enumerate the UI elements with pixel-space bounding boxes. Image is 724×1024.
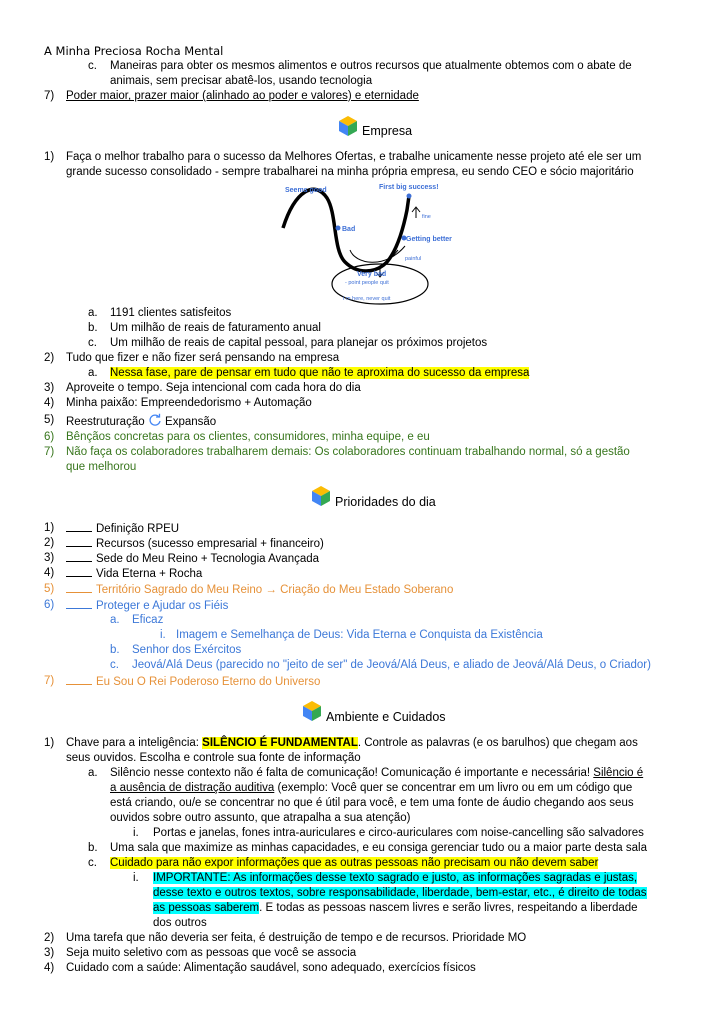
prio-6c-text: Jeová/Alá Deus (parecido no "jeito de ser" de Jeová/Alá Deus, e aliado de Jeová/Alá Deus, o Criador)	[132, 659, 651, 671]
label-fine: fine	[422, 214, 431, 220]
empresa-b-marker: b.	[88, 322, 98, 334]
label-im-here: I m here, never quit	[343, 296, 391, 302]
success-curve-diagram	[275, 180, 475, 308]
prio-1-text: Definição RPEU	[96, 523, 180, 535]
empresa-7-line2: que melhorou	[66, 461, 137, 473]
prio-6c-marker: c.	[110, 659, 119, 671]
amb-ci-line2: desse texto e outros textos, sobre responsabilidade, liberdade, bem-estar, etc., é direito de todas	[153, 887, 647, 899]
cube-logo-icon	[338, 115, 358, 137]
prio-3-text: Sede do Meu Reino + Tecnologia Avançada	[96, 553, 320, 565]
amb-4-marker: 4)	[44, 962, 55, 974]
amb-2-marker: 2)	[44, 932, 55, 944]
amb-b-text: Uma sala que maximize as minhas capacidades, e eu consiga gerenciar tudo ou a maior parte desta sala	[110, 842, 647, 854]
empresa-2a-marker: a.	[88, 367, 98, 379]
prio-2-marker: 2)	[44, 537, 55, 549]
prio-6a-marker: a.	[110, 614, 120, 626]
amb-2-text: Uma tarefa que não deveria ser feita, é destruição de tempo e de recursos. Prioridade MO	[66, 932, 527, 944]
top-item7-marker: 7)	[44, 90, 55, 102]
amb-c-marker: c.	[88, 857, 97, 869]
ambiente-heading: Ambiente e Cuidados	[326, 710, 446, 724]
label-painful: painful	[405, 256, 422, 262]
doc-title: A Minha Preciosa Rocha Mental	[44, 44, 224, 58]
amb-a-line3: está criando, ou/e se concentrar no que é útil para você, e tem uma fonte de áudio chegando aos seus	[110, 797, 634, 809]
empresa-5-text-b: Expansão	[165, 416, 217, 428]
prio-6-text: Proteger e Ajudar os Fiéis	[96, 600, 229, 612]
empresa-6-marker: 6)	[44, 431, 55, 443]
amb-a-line1-pre: Silêncio nesse contexto não é falta de comunicação! Comunicação é importante e necessária!	[110, 767, 594, 779]
empresa-c-text: Um milhão de reais de capital pessoal, para planejar os próximos projetos	[110, 337, 488, 349]
empresa-3-text: Aproveite o tempo. Seja intencional com cada hora do dia	[66, 382, 361, 394]
amb-a-line2-u: a ausência de distração auditiva	[110, 782, 275, 794]
label-seems-good: Seems good	[285, 187, 327, 194]
prio-6-marker: 6)	[44, 599, 55, 611]
prio-7-text: Eu Sou O Rei Poderoso Eterno do Universo	[96, 676, 321, 688]
amb-4-text: Cuidado com a saúde: Alimentação saudável, sono adequado, exercícios físicos	[66, 962, 476, 974]
label-first-big: First big success!	[379, 184, 439, 191]
amb-ci-line1: IMPORTANTE: As informações desse texto sagrado e justo, as informações sagradas e justas,	[153, 872, 638, 884]
top-c-line1: Maneiras para obter os mesmos alimentos e outros recursos que atualmente obtemos com o abate de	[110, 60, 632, 72]
refresh-icon	[148, 413, 162, 427]
top-c-line2: animais, sem precisar abatê-los, usando tecnologia	[110, 75, 373, 87]
bad-dot	[336, 226, 341, 231]
empresa-4-marker: 4)	[44, 397, 55, 409]
amb-ai-marker: i.	[133, 827, 139, 839]
amb-1-bold: SILÊNCIO É FUNDAMENTAL	[202, 737, 358, 749]
empresa-7-line1: Não faça os colaboradores trabalharem demais: Os colaboradores continuam trabalhando normal, só a gestão	[66, 446, 630, 458]
amb-ci-line4: dos outros	[153, 917, 207, 929]
prio-2-text: Recursos (sucesso empresarial + financeiro)	[96, 538, 324, 550]
amb-b-marker: b.	[88, 842, 98, 854]
amb-ci-line3-hl: as pessoas saberem	[153, 902, 260, 914]
top-c-marker: c.	[88, 60, 97, 72]
label-very-bad: Very bad	[357, 271, 387, 278]
amb-1-pre: Chave para a inteligência:	[66, 737, 203, 749]
empresa-heading: Empresa	[362, 124, 413, 138]
prio-7-marker: 7)	[44, 675, 55, 687]
amb-a-marker: a.	[88, 767, 98, 779]
amb-3-text: Seja muito seletivo com as pessoas que você se associa	[66, 947, 357, 959]
amb-c-text: Cuidado para não expor informações que as outras pessoas não precisam ou não devem saber	[110, 857, 599, 869]
top-item7-text: Poder maior, prazer maior (alinhado ao poder e valores) e eternidade	[66, 90, 419, 102]
empresa-5-text-a: Reestruturação	[66, 416, 145, 428]
prio-6ai-marker: i.	[160, 629, 166, 641]
cube-logo-icon	[302, 700, 322, 722]
empresa-1-line1: Faça o melhor trabalho para o sucesso da Melhores Ofertas, e trabalhe unicamente nesse projeto até ele ser um	[66, 151, 642, 163]
amb-a-line2-post: (exemplo: Você quer se concentrar em um livro ou em um código que	[274, 782, 633, 794]
empresa-1-marker: 1)	[44, 151, 55, 163]
empresa-2-marker: 2)	[44, 352, 55, 364]
label-bad: Bad	[342, 226, 356, 233]
label-point-quit: - point people quit	[345, 280, 389, 286]
amb-1-post: . Controle as palavras (e os barulhos) que chegam aos	[357, 737, 638, 749]
empresa-4-text: Minha paixão: Empreendedorismo + Automação	[66, 397, 312, 409]
amb-a-line1-u: Silêncio é	[593, 767, 644, 779]
amb-1-marker: 1)	[44, 737, 55, 749]
empresa-5-marker: 5)	[44, 414, 55, 426]
prio-4-marker: 4)	[44, 567, 55, 579]
prio-6a-text: Eficaz	[132, 614, 164, 626]
amb-1-line2: seus ouvidos. Escolha e controle sua fonte de informação	[66, 752, 361, 764]
amb-ci-marker: i.	[133, 872, 139, 884]
empresa-7-marker: 7)	[44, 446, 55, 458]
prio-6b-text: Senhor dos Exércitos	[132, 644, 242, 656]
amb-3-marker: 3)	[44, 947, 55, 959]
empresa-a-text: 1191 clientes satisfeitos	[110, 307, 232, 319]
prio-5-marker: 5)	[44, 583, 55, 595]
prio-1-marker: 1)	[44, 522, 55, 534]
prio-6ai-text: Imagem e Semelhança de Deus: Vida Eterna e Conquista da Existência	[176, 629, 543, 641]
prio-6b-marker: b.	[110, 644, 120, 656]
amb-ci-line3-post: . E todas as pessoas nascem livres e serão livres, respeitando a liberdade	[259, 902, 638, 914]
label-getting-better: Getting better	[406, 236, 452, 243]
cube-logo-icon	[311, 485, 331, 507]
empresa-c-marker: c.	[88, 337, 97, 349]
empresa-3-marker: 3)	[44, 382, 55, 394]
prio-3-marker: 3)	[44, 552, 55, 564]
prioridades-heading: Prioridades do dia	[335, 495, 436, 509]
empresa-b-text: Um milhão de reais de faturamento anual	[110, 322, 321, 334]
first-success-dot	[407, 194, 412, 199]
amb-ai-text: Portas e janelas, fones intra-auriculares e circo-auriculares com noise-cancelling são salvadores	[153, 827, 644, 839]
empresa-2a-text: Nessa fase, pare de pensar em tudo que não te aproxima do sucesso da empresa	[110, 367, 530, 379]
prio-5-text: Território Sagrado do Meu Reino → Criação do Meu Estado Soberano	[96, 584, 454, 596]
empresa-6-text: Bênçãos concretas para os clientes, consumidores, minha equipe, e eu	[66, 431, 430, 443]
amb-a-line4: ouvidos sobre outro assunto, que atrapalha a sua atenção)	[110, 812, 411, 824]
empresa-1-line2: grande sucesso consolidado - sempre trabalharei na minha própria empresa, eu sendo CEO e sócio majoritário	[66, 166, 634, 178]
prio-4-text: Vida Eterna + Rocha	[96, 568, 203, 580]
empresa-2-text: Tudo que fizer e não fizer será pensando na empresa	[66, 352, 340, 364]
empresa-a-marker: a.	[88, 307, 98, 319]
